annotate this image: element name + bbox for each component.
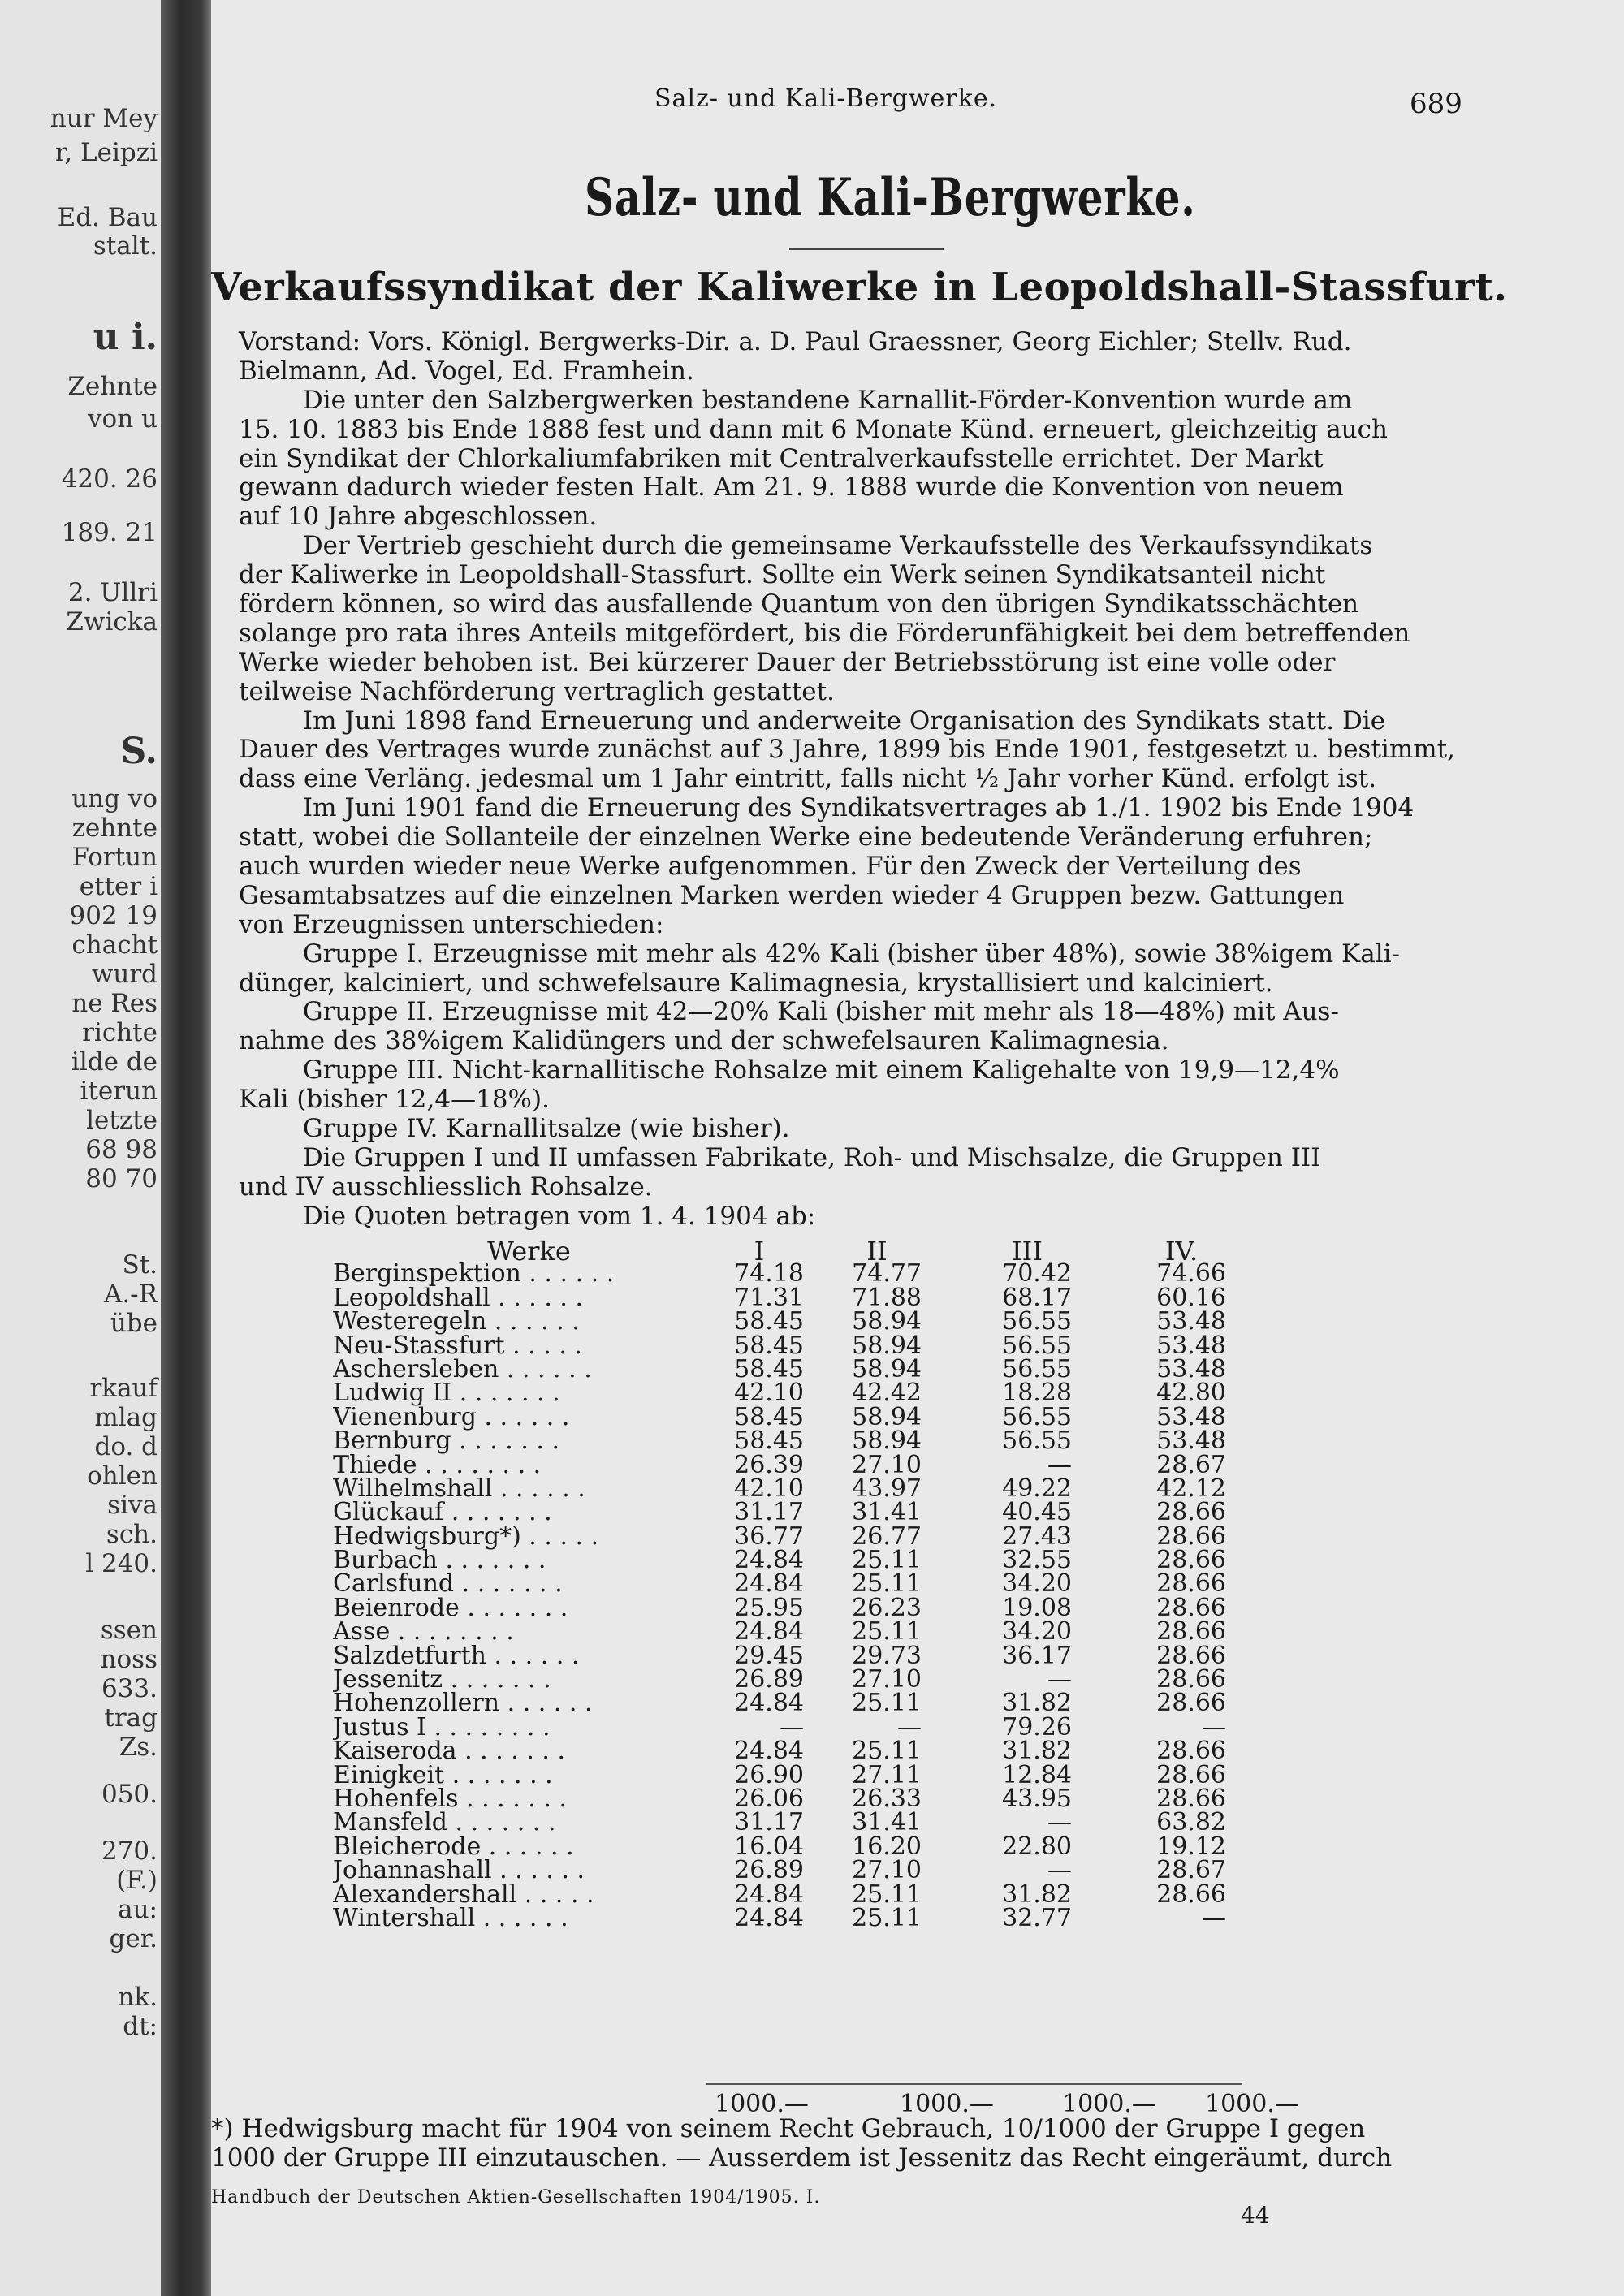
quota-group-i: 26.89 — [734, 1665, 804, 1694]
footnote-line: *) Hedwigsburg macht für 1904 von seinem Recht Gebrauch, 10/1000 der Gruppe I gegen — [211, 2114, 1366, 2143]
quota-group-iv: — — [1202, 1712, 1226, 1741]
quota-group-iii: 12.84 — [1002, 1760, 1072, 1789]
signature-mark: 44 — [1241, 2202, 1270, 2229]
body-line: Im Juni 1898 fand Erneuerung und anderweite Organisation des Syndikats statt. Die — [239, 706, 1386, 736]
left-page-text-fragment: mlag — [94, 1403, 158, 1432]
quota-group-iv: 42.12 — [1156, 1474, 1226, 1503]
body-line: gewann dadurch wieder festen Halt. Am 21. 9. 1888 wurde die Konvention von neuem — [239, 473, 1344, 503]
quota-group-i: 24.84 — [734, 1903, 804, 1932]
quota-group-iv: 28.66 — [1156, 1784, 1226, 1813]
quota-group-iv: 60.16 — [1156, 1283, 1226, 1312]
quota-group-ii: 25.11 — [852, 1569, 922, 1599]
left-page-text-fragment: Zwicka — [66, 607, 158, 637]
werk-name: Einigkeit . . . . . . . — [333, 1760, 553, 1789]
quota-group-iii: 31.82 — [1002, 1737, 1072, 1766]
quota-group-ii: 16.20 — [852, 1832, 922, 1861]
quota-group-iv: 53.48 — [1156, 1426, 1226, 1456]
left-page-text-fragment: rkauf — [89, 1374, 158, 1403]
left-page-text-fragment: nur Mey — [50, 104, 158, 133]
quota-group-i: 26.06 — [734, 1784, 804, 1813]
quota-group-iii: 32.55 — [1002, 1546, 1072, 1575]
quota-group-iv: 28.66 — [1156, 1760, 1226, 1789]
quota-group-i: 24.84 — [734, 1617, 804, 1646]
left-page-text-fragment: Ed. Bau — [57, 203, 158, 232]
left-page-text-fragment: A.-R — [103, 1280, 158, 1309]
quota-group-ii: 27.10 — [852, 1665, 922, 1694]
left-page-text-fragment: letzte — [86, 1106, 158, 1135]
left-page-text-fragment: 2. Ullri — [67, 578, 158, 607]
quota-group-i: 24.84 — [734, 1569, 804, 1599]
right-page — [211, 0, 1624, 2296]
body-text — [239, 328, 1455, 1232]
left-page-text-fragment: 902 19 — [69, 901, 158, 930]
quota-group-ii: 29.73 — [852, 1641, 922, 1670]
body-line: Gruppe II. Erzeugnisse mit 42—20% Kali (bisher mit mehr als 18—48%) mit Aus- — [239, 997, 1340, 1027]
quota-group-iii: — — [1047, 1808, 1072, 1837]
book-gutter — [161, 0, 211, 2296]
werk-name: Hohenfels . . . . . . . — [333, 1784, 567, 1813]
quota-group-iv: 28.66 — [1156, 1498, 1226, 1527]
quota-group-ii: 25.11 — [852, 1617, 922, 1646]
left-page-text-fragment: ung vo — [71, 784, 158, 814]
body-line: Dauer des Vertrages wurde zunächst auf 3 Jahre, 1899 bis Ende 1901, festgesetzt u. bestimmt, — [239, 735, 1455, 765]
left-page-text-fragment: zehnte — [71, 814, 158, 843]
left-page-text-fragment: siva — [107, 1491, 158, 1520]
quota-group-ii: 42.42 — [852, 1379, 922, 1408]
running-head: Salz- und Kali-Bergwerke. — [654, 84, 998, 113]
body-line: statt, wobei die Sollanteile der einzelnen Werke eine bedeutende Veränderung erfuhren; — [239, 822, 1373, 852]
werk-name: Asse . . . . . . . . — [333, 1617, 514, 1646]
quota-group-ii: 27.10 — [852, 1450, 922, 1479]
werk-name: Hedwigsburg*) . . . . . — [333, 1521, 599, 1551]
left-page-text-fragment: 189. 21 — [61, 518, 158, 547]
body-line: Kali (bisher 12,4—18%). — [239, 1085, 550, 1115]
quota-group-iii: 70.42 — [1002, 1259, 1072, 1288]
quota-group-i: 36.77 — [734, 1521, 804, 1551]
left-page-text-fragment: sch. — [106, 1520, 158, 1549]
left-page-text-fragment: l 240. — [85, 1549, 158, 1578]
body-line: solange pro rata ihres Anteils mitgefördert, bis die Förderunfähigkeit bei dem betreffenden — [239, 618, 1410, 648]
quota-group-ii: 58.94 — [852, 1354, 922, 1383]
quota-group-ii: 25.11 — [852, 1546, 922, 1575]
werk-name: Burbach . . . . . . . — [333, 1546, 546, 1575]
left-page-text-fragment: dt: — [123, 2012, 158, 2041]
quota-group-iii: 18.28 — [1002, 1379, 1072, 1408]
body-line: nahme des 38%igem Kalidüngers und der schwefelsauren Kalimagnesia. — [239, 1026, 1169, 1056]
column-header-werke: Werke — [487, 1236, 571, 1267]
left-page-text-fragment: richte — [82, 1018, 158, 1047]
quota-group-iv: 53.48 — [1156, 1402, 1226, 1431]
werk-name: Berginspektion . . . . . . — [333, 1259, 615, 1288]
left-page-text-fragment: 270. — [101, 1836, 158, 1866]
quota-group-iv: 53.48 — [1156, 1307, 1226, 1336]
quota-group-iii: 56.55 — [1002, 1307, 1072, 1336]
quota-group-ii: — — [897, 1712, 922, 1741]
quota-group-i: 24.84 — [734, 1737, 804, 1766]
body-line: dass eine Verläng. jedesmal um 1 Jahr eintritt, falls nicht ½ Jahr vorher Künd. erfolgt ist. — [239, 764, 1377, 794]
quota-group-iv: 28.66 — [1156, 1593, 1226, 1622]
left-page-text-fragment: chacht — [71, 930, 158, 960]
werk-name: Wilhelmshall . . . . . . — [333, 1474, 585, 1503]
quota-group-iii: 34.20 — [1002, 1617, 1072, 1646]
left-page-text-fragment: au: — [118, 1895, 158, 1924]
body-line: Bielmann, Ad. Vogel, Ed. Framhein. — [239, 356, 694, 386]
left-page-text-fragment: übe — [110, 1309, 158, 1338]
quota-group-ii: 58.94 — [852, 1307, 922, 1336]
quota-group-iii: 56.55 — [1002, 1331, 1072, 1360]
quota-group-i: 74.18 — [734, 1259, 804, 1288]
left-page-text-fragment: 420. 26 — [61, 464, 158, 494]
left-page-text-fragment: wurd — [91, 960, 158, 989]
quota-group-iv: 74.66 — [1156, 1259, 1226, 1288]
quota-group-ii: 27.11 — [852, 1760, 922, 1789]
quota-group-iii: 22.80 — [1002, 1832, 1072, 1861]
werk-name: Leopoldshall . . . . . . — [333, 1283, 584, 1312]
quota-group-iv: 28.66 — [1156, 1880, 1226, 1909]
left-page-text-fragment: do. d — [94, 1432, 158, 1461]
werk-name: Justus I . . . . . . . . — [333, 1712, 551, 1741]
body-line: Im Juni 1901 fand die Erneuerung des Syndikatsvertrages ab 1./1. 1902 bis Ende 1904 — [239, 793, 1415, 823]
column-header-iv: IV. — [1164, 1236, 1199, 1267]
quota-group-i: 58.45 — [734, 1331, 804, 1360]
quota-group-iii: 32.77 — [1002, 1903, 1072, 1932]
quota-group-i: 29.45 — [734, 1641, 804, 1670]
werk-name: Wintershall . . . . . . — [333, 1903, 568, 1932]
quota-group-ii: 74.77 — [852, 1259, 922, 1288]
body-line: von Erzeugnissen unterschieden: — [239, 909, 664, 939]
quota-group-ii: 58.94 — [852, 1331, 922, 1360]
left-page-text-fragment: nk. — [118, 1983, 158, 2012]
body-line: Gruppe III. Nicht-karnallitische Rohsalze mit einem Kaligehalte von 19,9—12,4% — [239, 1055, 1340, 1085]
quota-group-i: 58.45 — [734, 1402, 804, 1431]
left-page-text-fragment: trag — [104, 1703, 158, 1733]
werk-name: Mansfeld . . . . . . . — [333, 1808, 556, 1837]
left-page-text-fragment: Zehnte — [67, 372, 158, 401]
left-page-text-fragment: St. — [122, 1250, 158, 1280]
body-line: auf 10 Jahre abgeschlossen. — [239, 502, 598, 532]
left-page-text-fragment: ohlen — [87, 1461, 158, 1491]
footnote — [211, 2114, 1392, 2173]
quota-group-ii: 26.33 — [852, 1784, 922, 1813]
publication-footer: Handbuch der Deutschen Aktien-Gesellschaften 1904/1905. I. — [211, 2187, 821, 2208]
left-page-text-fragment: stalt. — [93, 231, 158, 261]
werk-name: Aschersleben . . . . . . — [333, 1354, 592, 1383]
quota-group-iii: 27.43 — [1002, 1521, 1072, 1551]
quota-group-i: 58.45 — [734, 1307, 804, 1336]
quota-group-i: 58.45 — [734, 1354, 804, 1383]
quota-group-ii: 58.94 — [852, 1426, 922, 1456]
body-line: fördern können, so wird das ausfallende Quantum von den übrigen Syndikatsschächten — [239, 589, 1359, 619]
left-page-text-fragment: 050. — [101, 1780, 158, 1809]
left-page-text-fragment: noss — [100, 1645, 158, 1674]
main-title: Salz- und Kali-Bergwerke. — [585, 167, 1196, 228]
left-page-text-fragment: von u — [88, 404, 158, 434]
werk-name: Westeregeln . . . . . . — [333, 1307, 580, 1336]
left-page-text-fragment: ilde de — [71, 1047, 158, 1077]
quota-group-iii: 56.55 — [1002, 1402, 1072, 1431]
total-iii: 1000.— — [1062, 2090, 1156, 2118]
quota-group-i: — — [780, 1712, 804, 1741]
body-line: dünger, kalciniert, und schwefelsaure Kalimagnesia, krystallisiert und kalciniert. — [239, 968, 1273, 998]
body-line: Die Quoten betragen vom 1. 4. 1904 ab: — [239, 1201, 816, 1231]
quota-group-i: 26.90 — [734, 1760, 804, 1789]
quota-group-iv: 28.66 — [1156, 1617, 1226, 1646]
column-header-ii: II — [866, 1236, 888, 1267]
total-i: 1000.— — [715, 2090, 809, 2118]
section-title: Verkaufssyndikat der Kaliwerke in Leopoldshall-Stassfurt. — [211, 265, 1508, 310]
quota-group-i: 58.45 — [734, 1426, 804, 1456]
quota-group-i: 42.10 — [734, 1379, 804, 1408]
quota-group-ii: 31.41 — [852, 1498, 922, 1527]
quota-group-i: 24.84 — [734, 1880, 804, 1909]
total-iv: 1000.— — [1205, 2090, 1299, 2118]
quota-group-iv: 63.82 — [1156, 1808, 1226, 1837]
werk-name: Jessenitz . . . . . . . — [333, 1665, 551, 1694]
quota-group-iii: 43.95 — [1002, 1784, 1072, 1813]
left-page-text-fragment: 633. — [101, 1674, 158, 1703]
werk-name: Bleicherode . . . . . . — [333, 1832, 574, 1861]
quota-group-iii: 56.55 — [1002, 1426, 1072, 1456]
quota-group-iv: 28.66 — [1156, 1569, 1226, 1599]
werk-name: Kaiseroda . . . . . . . — [333, 1737, 566, 1766]
werk-name: Glückauf . . . . . . . — [333, 1498, 552, 1527]
quota-group-ii: 25.11 — [852, 1903, 922, 1932]
left-page-text-fragment: 68 98 — [85, 1135, 158, 1164]
left-page-text-fragment: ger. — [109, 1924, 158, 1953]
quota-group-i: 71.31 — [734, 1283, 804, 1312]
column-header-iii: III — [1012, 1236, 1043, 1267]
body-line: Die unter den Salzbergwerken bestandene Karnallit-Förder-Konvention wurde am — [239, 385, 1353, 415]
body-line: teilweise Nachförderung vertraglich gestattet. — [239, 676, 835, 706]
quota-group-iv: 28.66 — [1156, 1521, 1226, 1551]
quota-group-i: 31.17 — [734, 1808, 804, 1837]
body-line: Werke wieder behoben ist. Bei kürzerer Dauer der Betriebsstörung ist eine volle oder — [239, 647, 1336, 677]
quota-group-iv: 19.12 — [1156, 1832, 1226, 1861]
quota-group-iv: 53.48 — [1156, 1354, 1226, 1383]
werk-name: Carlsfund . . . . . . . — [333, 1569, 563, 1599]
quota-group-iv: 28.66 — [1156, 1665, 1226, 1694]
quota-group-iii: 19.08 — [1002, 1593, 1072, 1622]
left-page-text-fragment: u i. — [93, 317, 158, 358]
left-page-fragment — [0, 0, 161, 2296]
werk-name: Vienenburg . . . . . . — [333, 1402, 570, 1431]
quota-group-iii: 40.45 — [1002, 1498, 1072, 1527]
body-line: 15. 10. 1883 bis Ende 1888 fest und dann mit 6 Monate Künd. erneuert, gleichzeitig auch — [239, 414, 1388, 444]
body-line: auch wurden wieder neue Werke aufgenommen. Für den Zweck der Verteilung des — [239, 852, 1302, 882]
werk-name: Neu-Stassfurt . . . . . — [333, 1331, 582, 1360]
quota-group-iii: 31.82 — [1002, 1880, 1072, 1909]
quota-group-ii: 25.11 — [852, 1737, 922, 1766]
quota-group-i: 31.17 — [734, 1498, 804, 1527]
quota-group-ii: 27.10 — [852, 1856, 922, 1885]
quota-group-iii: — — [1047, 1665, 1072, 1694]
body-line: Der Vertrieb geschieht durch die gemeinsame Verkaufsstelle des Verkaufssyndikats — [239, 531, 1373, 561]
quota-group-iii: 34.20 — [1002, 1569, 1072, 1599]
body-line: ein Syndikat der Chlorkaliumfabriken mit Centralverkaufsstelle errichtet. Der Markt — [239, 443, 1324, 473]
total-ii: 1000.— — [900, 2090, 994, 2118]
quota-group-iv: 28.67 — [1156, 1856, 1226, 1885]
body-line: Die Gruppen I und II umfassen Fabrikate, Roh- und Mischsalze, die Gruppen III — [239, 1142, 1321, 1172]
quota-group-iii: 49.22 — [1002, 1474, 1072, 1503]
quota-group-i: 16.04 — [734, 1832, 804, 1861]
left-page-text-fragment: Zs. — [119, 1733, 158, 1762]
werk-name: Salzdetfurth . . . . . . — [333, 1641, 580, 1670]
quota-group-iv: 53.48 — [1156, 1331, 1226, 1360]
quota-group-iv: 28.66 — [1156, 1689, 1226, 1718]
quota-group-iv: 42.80 — [1156, 1379, 1226, 1408]
quota-group-iii: 36.17 — [1002, 1641, 1072, 1670]
quota-group-iii: — — [1047, 1856, 1072, 1885]
quota-group-i: 24.84 — [734, 1689, 804, 1718]
quota-group-ii: 31.41 — [852, 1808, 922, 1837]
quota-group-iii: 56.55 — [1002, 1354, 1072, 1383]
quota-group-iii: 31.82 — [1002, 1689, 1072, 1718]
column-header-i: I — [754, 1236, 765, 1267]
quota-group-ii: 71.88 — [852, 1283, 922, 1312]
werk-name: Ludwig II . . . . . . . — [333, 1379, 560, 1408]
quota-group-ii: 25.11 — [852, 1880, 922, 1909]
body-line: Vorstand: Vors. Königl. Bergwerks-Dir. a. D. Paul Graessner, Georg Eichler; Stellv. Rud. — [239, 327, 1352, 356]
quota-group-i: 26.89 — [734, 1856, 804, 1885]
werk-name: Johannashall . . . . . . — [333, 1856, 585, 1885]
left-page-text-fragment: ssen — [100, 1616, 158, 1645]
werk-name: Alexandershall . . . . . — [333, 1880, 594, 1909]
quota-group-ii: 58.94 — [852, 1402, 922, 1431]
quota-group-ii: 26.23 — [852, 1593, 922, 1622]
left-page-text-fragment: etter i — [79, 872, 158, 901]
quota-group-i: 24.84 — [734, 1546, 804, 1575]
werk-name: Beienrode . . . . . . . — [333, 1593, 568, 1622]
quota-group-iv: 28.66 — [1156, 1641, 1226, 1670]
werk-name: Bernburg . . . . . . . — [333, 1426, 560, 1456]
quota-group-iii: 79.26 — [1002, 1712, 1072, 1741]
quota-group-iv: 28.66 — [1156, 1546, 1226, 1575]
body-line: Gesamtabsatzes auf die einzelnen Marken werden wieder 4 Gruppen bezw. Gattungen — [239, 880, 1345, 910]
left-page-text-fragment: 80 70 — [85, 1164, 158, 1193]
left-page-text-fragment: Fortun — [71, 843, 158, 872]
footnote-line: 1000 der Gruppe III einzutauschen. — Ausserdem ist Jessenitz das Recht eingeräumt, durch — [211, 2143, 1393, 2173]
body-line: Gruppe I. Erzeugnisse mit mehr als 42% Kali (bisher über 48%), sowie 38%igem Kali- — [239, 939, 1400, 969]
left-page-text-fragment: r, Leipzi — [54, 138, 158, 167]
quota-group-i: 25.95 — [734, 1593, 804, 1622]
quota-group-iv: 28.67 — [1156, 1450, 1226, 1479]
body-line: und IV ausschliesslich Rohsalze. — [239, 1172, 653, 1202]
title-rule — [789, 248, 944, 250]
werk-name: Hohenzollern . . . . . . — [333, 1689, 593, 1718]
quota-group-i: 26.39 — [734, 1450, 804, 1479]
quota-group-i: 42.10 — [734, 1474, 804, 1503]
quota-group-ii: 43.97 — [852, 1474, 922, 1503]
quota-group-iv: 28.66 — [1156, 1737, 1226, 1766]
quota-group-ii: 26.77 — [852, 1521, 922, 1551]
quota-group-iv: — — [1202, 1903, 1226, 1932]
sum-rule — [706, 2083, 1242, 2085]
quota-group-iii: — — [1047, 1450, 1072, 1479]
left-page-text-fragment: (F.) — [116, 1866, 158, 1895]
quota-group-iii: 68.17 — [1002, 1283, 1072, 1312]
left-page-text-fragment: iterun — [80, 1077, 158, 1106]
left-page-text-fragment: ne Res — [71, 989, 158, 1018]
body-line: Gruppe IV. Karnallitsalze (wie bisher). — [239, 1114, 790, 1144]
body-line: der Kaliwerke in Leopoldshall-Stassfurt. Sollte ein Werk seinen Syndikatsanteil nicht — [239, 560, 1326, 590]
left-page-text-fragment: S. — [120, 731, 158, 772]
quota-group-ii: 25.11 — [852, 1689, 922, 1718]
werk-name: Thiede . . . . . . . . — [333, 1450, 542, 1479]
page-number: 689 — [1410, 88, 1462, 120]
